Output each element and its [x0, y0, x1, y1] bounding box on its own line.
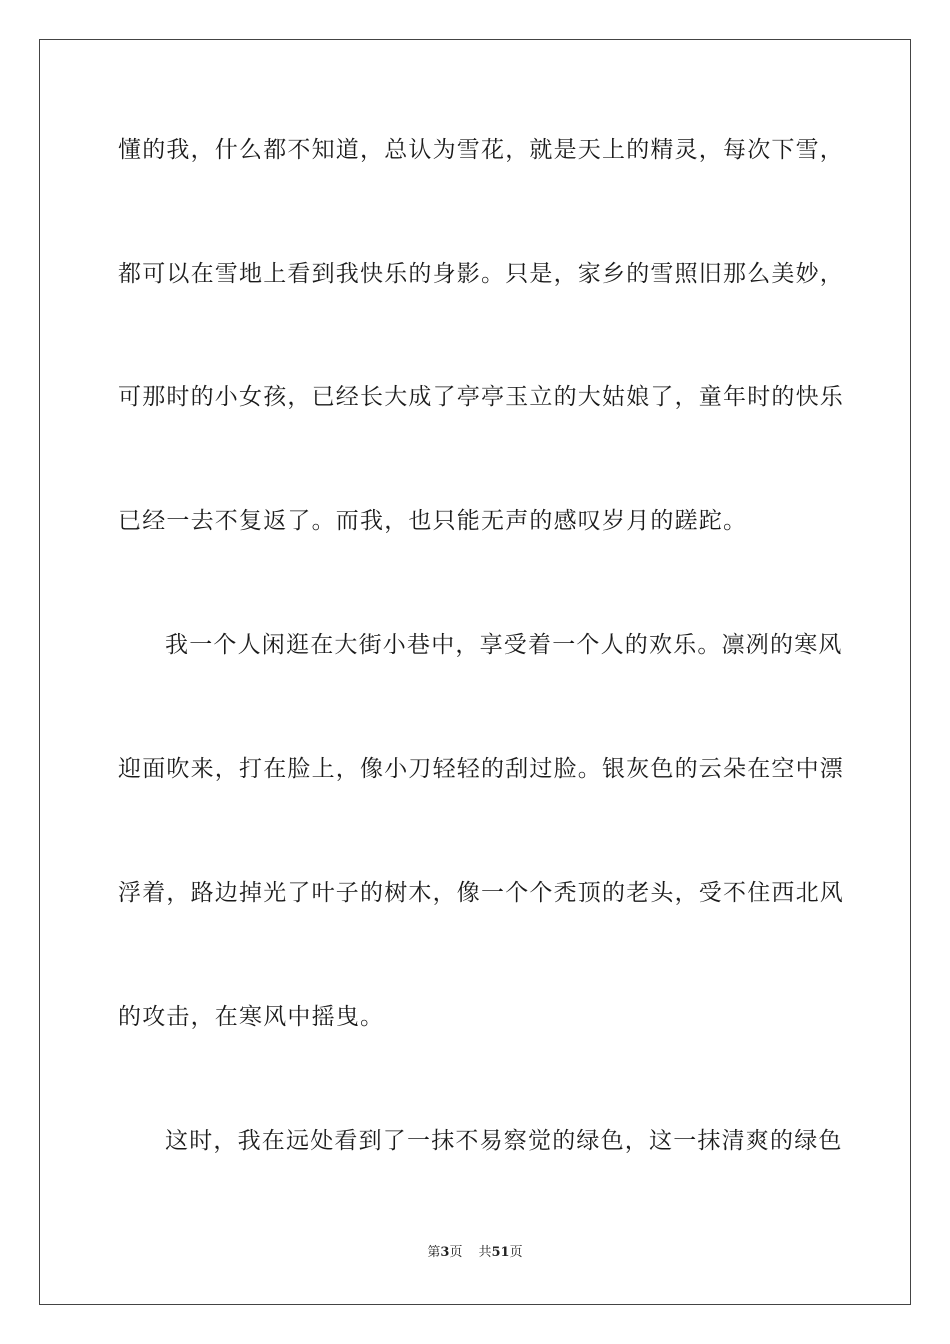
- footer-total-prefix: 共: [478, 1245, 492, 1260]
- footer-page-prefix: 第: [427, 1245, 441, 1260]
- body-line-3: 可那时的小女孩，已经长大成了亭亭玉立的大姑娘了，童年时的快乐: [118, 384, 844, 410]
- body-line-4: 已经一去不复返了。而我，也只能无声的感叹岁月的蹉跎。: [118, 508, 748, 534]
- body-line-6: 迎面吹来，打在脸上，像小刀轻轻的刮过脸。银灰色的云朵在空中漂: [118, 756, 844, 782]
- footer-page-number: 3: [440, 1245, 450, 1260]
- body-line-7: 浮着，路边掉光了叶子的树木，像一个个秃顶的老头，受不住西北风: [118, 880, 844, 906]
- body-line-1: 懂的我，什么都不知道，总认为雪花，就是天上的精灵，每次下雪，: [118, 137, 844, 163]
- body-line-2: 都可以在雪地上看到我快乐的身影。只是，家乡的雪照旧那么美妙，: [118, 261, 844, 287]
- body-line-8: 的攻击，在寒风中摇曳。: [118, 1004, 385, 1030]
- footer-total-suffix: 页: [509, 1245, 523, 1260]
- page-frame: [39, 39, 911, 1305]
- footer-page-suffix: 页: [449, 1245, 463, 1260]
- page-footer: [0, 1244, 950, 1262]
- body-line-5: 我一个人闲逛在大街小巷中，享受着一个人的欢乐。凛冽的寒风: [165, 632, 843, 658]
- footer-total-pages: 51: [491, 1245, 510, 1260]
- body-line-9: 这时，我在远处看到了一抹不易察觉的绿色，这一抹清爽的绿色: [165, 1128, 843, 1154]
